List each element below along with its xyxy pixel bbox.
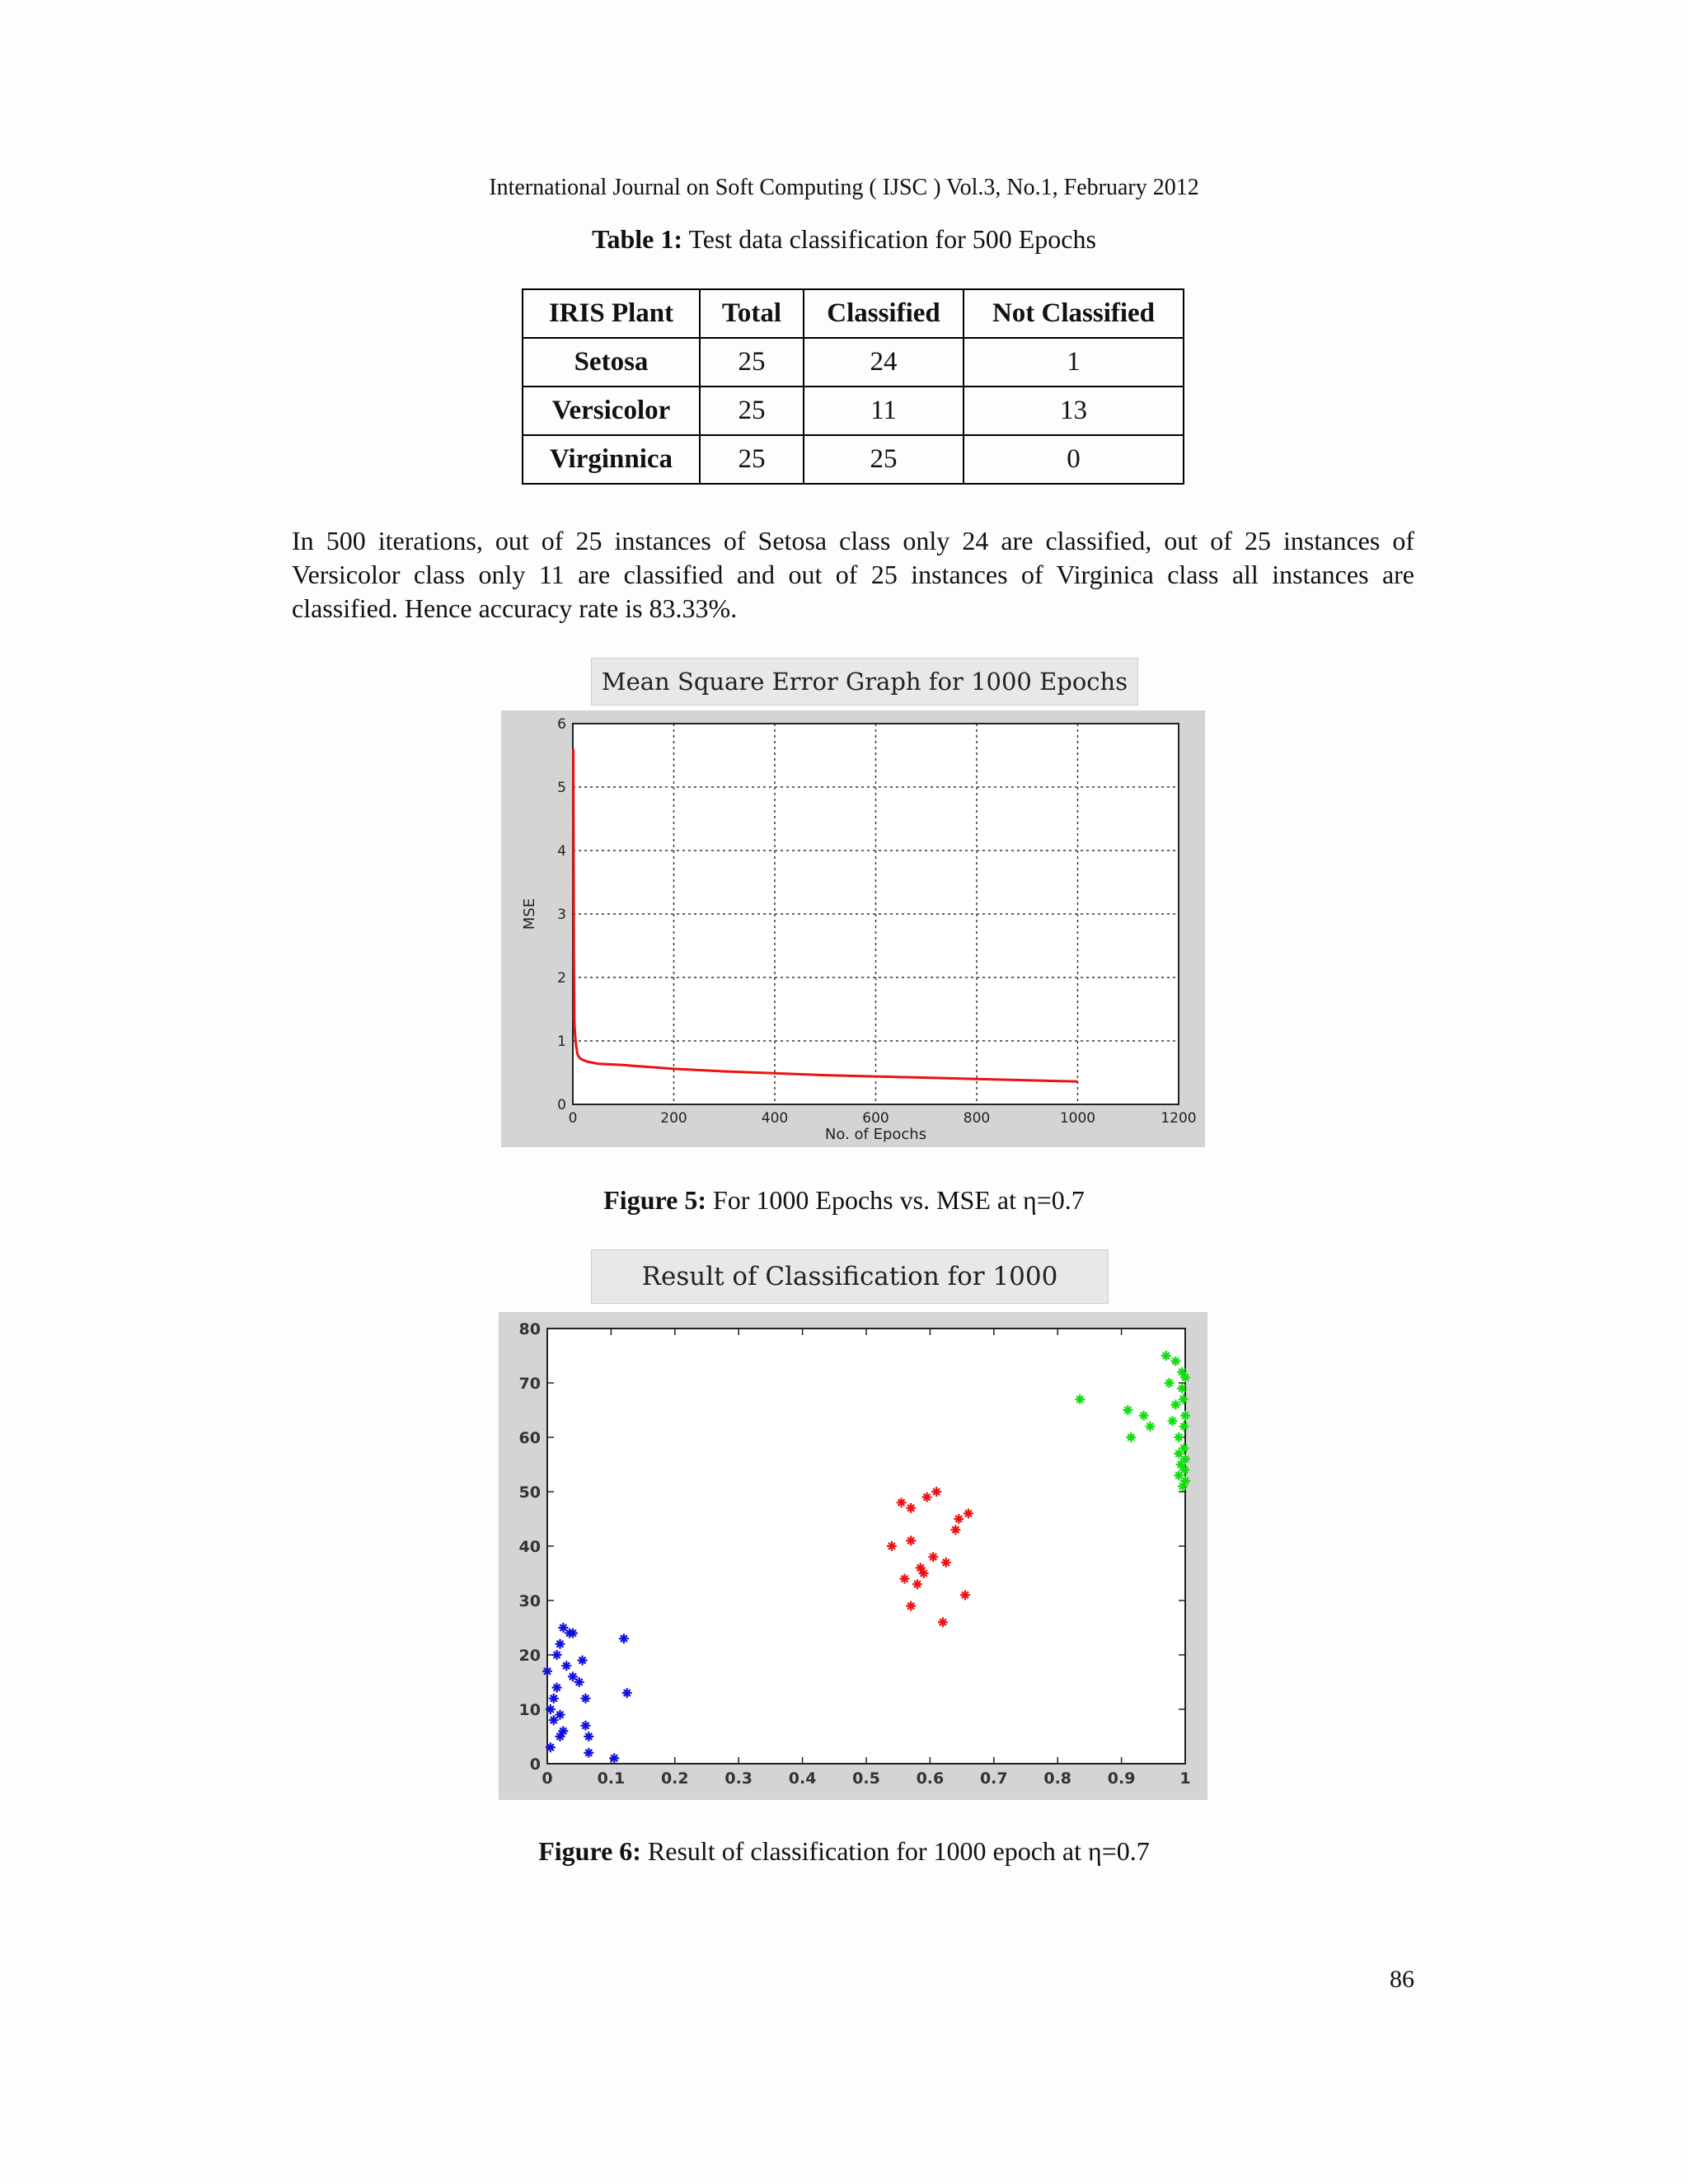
- y-tick-label: 6: [557, 716, 566, 733]
- table-header-row: [523, 289, 1184, 338]
- body-paragraph: In 500 iterations, out of 25 instances of Setosa class only 24 are classified, out of 25 instances of Versicolor class only 11 are classified and out of 25 instances of Virginica class all instances are classified. Hence accuracy rate is 83.33%.: [292, 526, 1414, 623]
- y-tick-label: 30: [518, 1592, 541, 1610]
- x-tick-label: 0.8: [1043, 1769, 1072, 1788]
- plot-area: [547, 1329, 1185, 1764]
- mse-chart: [501, 710, 1205, 1147]
- mse-chart-frame: [501, 710, 1205, 1147]
- table-row: [523, 338, 1184, 387]
- y-tick-label: 2: [557, 970, 566, 987]
- table-cell-plant: Setosa: [523, 338, 700, 387]
- classification-chart-title: Result of Classification for 1000: [591, 1249, 1109, 1304]
- table-caption: [0, 224, 1688, 255]
- x-tick-label: 0.5: [852, 1769, 880, 1788]
- table-row: [523, 387, 1184, 435]
- y-tick-label: 0: [529, 1755, 541, 1774]
- table-cell-not-classified: 1: [964, 338, 1184, 387]
- y-tick-label: 60: [518, 1429, 541, 1447]
- y-tick-label: 1: [557, 1033, 566, 1050]
- x-tick-label: 600: [862, 1110, 889, 1127]
- x-tick-label: 1: [1179, 1769, 1191, 1788]
- mse-chart-title: Mean Square Error Graph for 1000 Epochs: [591, 658, 1138, 705]
- x-tick-label: 800: [963, 1110, 991, 1127]
- y-tick-label: 5: [557, 780, 566, 796]
- x-tick-label: 0.9: [1107, 1769, 1136, 1788]
- figure6-caption: [0, 1836, 1688, 1867]
- y-tick-label: 50: [518, 1483, 541, 1502]
- y-tick-label: 20: [518, 1647, 541, 1665]
- x-tick-label: 0.3: [724, 1769, 753, 1788]
- x-tick-label: 0.4: [788, 1769, 817, 1788]
- x-tick-label: 0.7: [979, 1769, 1008, 1788]
- table-cell-classified: 24: [804, 338, 964, 387]
- figure5-caption-label: Figure 5:: [603, 1185, 706, 1215]
- page-number: 86: [1390, 1966, 1414, 1993]
- results-table: [522, 288, 1184, 485]
- x-tick-label: 400: [761, 1110, 789, 1127]
- column-header-total: Total: [700, 289, 804, 338]
- x-tick-label: 0.2: [660, 1769, 689, 1788]
- table-cell-total: 25: [700, 338, 804, 387]
- table-cell-not-classified: 0: [964, 435, 1184, 484]
- x-tick-label: 200: [660, 1110, 687, 1127]
- y-tick-label: 70: [518, 1375, 541, 1393]
- classification-chart: [499, 1312, 1207, 1800]
- table-cell-plant: Virginnica: [523, 435, 700, 484]
- figure6-caption-label: Figure 6:: [538, 1836, 641, 1866]
- y-tick-label: 10: [518, 1701, 541, 1719]
- table-cell-classified: 25: [804, 435, 964, 484]
- x-tick-label: 1200: [1160, 1110, 1197, 1127]
- journal-header: International Journal on Soft Computing ( IJSC ) Vol.3, No.1, February 2012: [489, 175, 1199, 200]
- classification-chart-frame: [499, 1312, 1207, 1800]
- y-tick-label: 3: [557, 907, 566, 923]
- table-caption-label: Table 1:: [592, 224, 683, 254]
- table-cell-total: 25: [700, 387, 804, 435]
- column-header-classified: Classified: [804, 289, 964, 338]
- y-tick-label: 4: [557, 843, 566, 860]
- table-cell-plant: Versicolor: [523, 387, 700, 435]
- column-header-iris-plant: IRIS Plant: [523, 289, 700, 338]
- x-tick-label: 0: [568, 1110, 578, 1127]
- figure5-caption-text: For 1000 Epochs vs. MSE at η=0.7: [706, 1185, 1085, 1215]
- x-tick-label: 0.6: [916, 1769, 945, 1788]
- y-tick-label: 0: [557, 1097, 566, 1113]
- column-header-not-classified: Not Classified: [964, 289, 1184, 338]
- figure6-caption-text: Result of classification for 1000 epoch at η=0.7: [640, 1836, 1150, 1866]
- y-tick-label: 40: [518, 1538, 541, 1556]
- x-tick-label: 0: [542, 1769, 553, 1788]
- y-tick-label: 80: [518, 1320, 541, 1338]
- table-cell-not-classified: 13: [964, 387, 1184, 435]
- x-tick-label: 1000: [1059, 1110, 1096, 1127]
- x-tick-label: 0.1: [597, 1769, 626, 1788]
- x-axis-label: No. of Epochs: [824, 1126, 927, 1143]
- figure5-caption: [0, 1185, 1688, 1216]
- table-caption-text: Test data classification for 500 Epochs: [682, 224, 1096, 254]
- y-axis-label: MSE: [521, 898, 538, 930]
- table-row: [523, 435, 1184, 484]
- table-cell-total: 25: [700, 435, 804, 484]
- table-cell-classified: 11: [804, 387, 964, 435]
